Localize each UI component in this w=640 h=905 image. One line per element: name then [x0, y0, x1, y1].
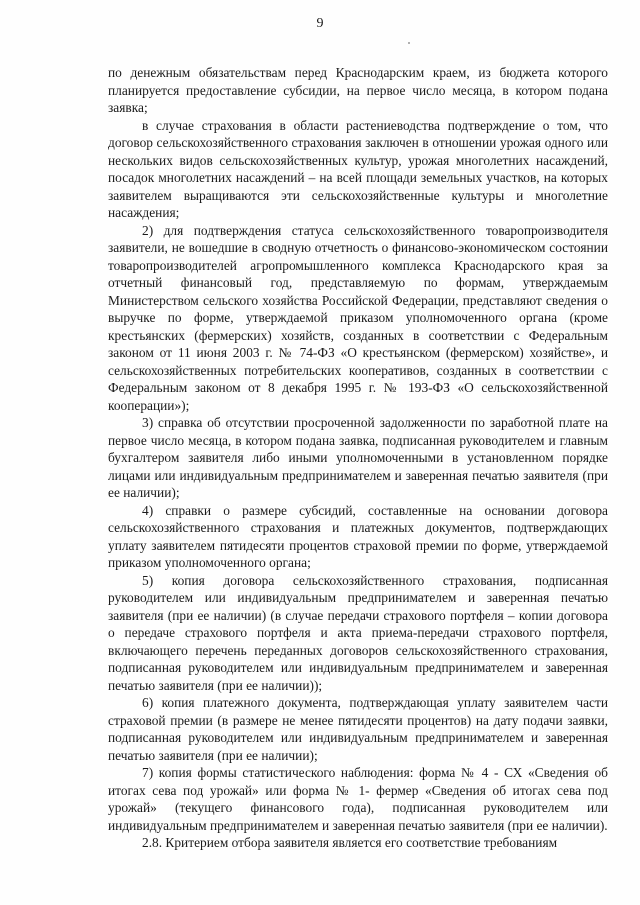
paragraph-item-2: 2) для подтверждения статуса сельскохозяйственного товаропроизводителя заявители, не вошедшие в сводную отчетность о финансово-экономическом состоянии товаропроизводителей агропромышленного комплекса Краснодарского края за отчетный финансовый год, представляемую по формам, утверждаемым Министерством сельского хозяйства Российской Федерации, представляют сведения о выручке по форме, утверждаемой приказом уполномоченного органа (кроме крестьянских (фермерских) хозяйств, созданных в соответствии с Федеральным законом от 11 июня 2003 г. № 74-ФЗ «О крестьянском (фермерском) хозяйстве», и сельскохозяйственных потребительских кооперативов, созданных в соответствии с Федеральным законом от 8 декабря 1995 г. № 193-ФЗ «О сельскохозяйственной кооперации»);	[108, 222, 608, 413]
paragraph-item-3: 3) справка об отсутствии просроченной задолженности по заработной плате на первое число месяца, в котором подана заявка, подписанная руководителем и главным бухгалтером заявителя либо иными уполномоченными в установленном порядке лицами или индивидуальным предпринимателем и заверенная печатью заявителя (при ее наличии);	[108, 415, 608, 500]
paragraph-item-4: 4) справки о размере субсидий, составленные на основании договора сельскохозяйственного страхования и платежных документов, подтверждающих уплату заявителем пятидесяти процентов страховой премии по форме, утверждаемой приказом уполномоченного органа;	[108, 502, 608, 570]
paragraph-item-5: 5) копия договора сельскохозяйственного страхования, подписанная руководителем или индивидуальным предпринимателем и заверенная печатью заявителя (при ее наличии) (в случае передачи страхового портфеля – копии договора о передаче страхового портфеля и акта приема-передачи страхового портфеля, включающего перечень переданных договоров сельскохозяйственного страхования, подписанная руководителем или индивидуальным предпринимателем и заверенная печатью заявителя (при ее наличии));	[108, 572, 608, 693]
paragraph-continuation: по денежным обязательствам перед Краснодарским краем, из бюджета которого планируется предоставление субсидии, на первое число месяца, в котором подана заявка;	[108, 65, 608, 115]
scan-speck	[408, 42, 410, 44]
paragraph-item-7: 7) копия формы статистического наблюдения: форма № 4 - СХ «Сведения об итогах сева под урожай» или форма № 1- фермер «Сведения об итогах сева под урожай» (текущего финансового года), подписанная руководителем или индивидуальным предпринимателем и заверенная печатью заявителя (при ее наличии).	[108, 765, 608, 833]
paragraph-insurance-confirmation: в случае страхования в области растениеводства подтверждение о том, что договор сельскохозяйственного страхования заключен в отношении урожая одного или нескольких видов сельскохозяйственных культур, урожая многолетних насаждений, посадок многолетних насаждений – на всей площади земельных участков, на которых заявителем выращиваются эти сельскохозяйственные культуры и многолетние насаждения;	[108, 117, 608, 220]
paragraph-section-2-8: 2.8. Критерием отбора заявителя является его соответствие требованиям	[142, 835, 558, 850]
document-body	[108, 64, 608, 852]
page-number: 9	[316, 16, 324, 31]
paragraph-item-6: 6) копия платежного документа, подтверждающая уплату заявителем части страховой премии (в размере не менее пятидесяти процентов) на дату подачи заявки, подписанная руководителем или индивидуальным предпринимателем и заверенная печатью заявителя (при ее наличии);	[108, 695, 608, 763]
